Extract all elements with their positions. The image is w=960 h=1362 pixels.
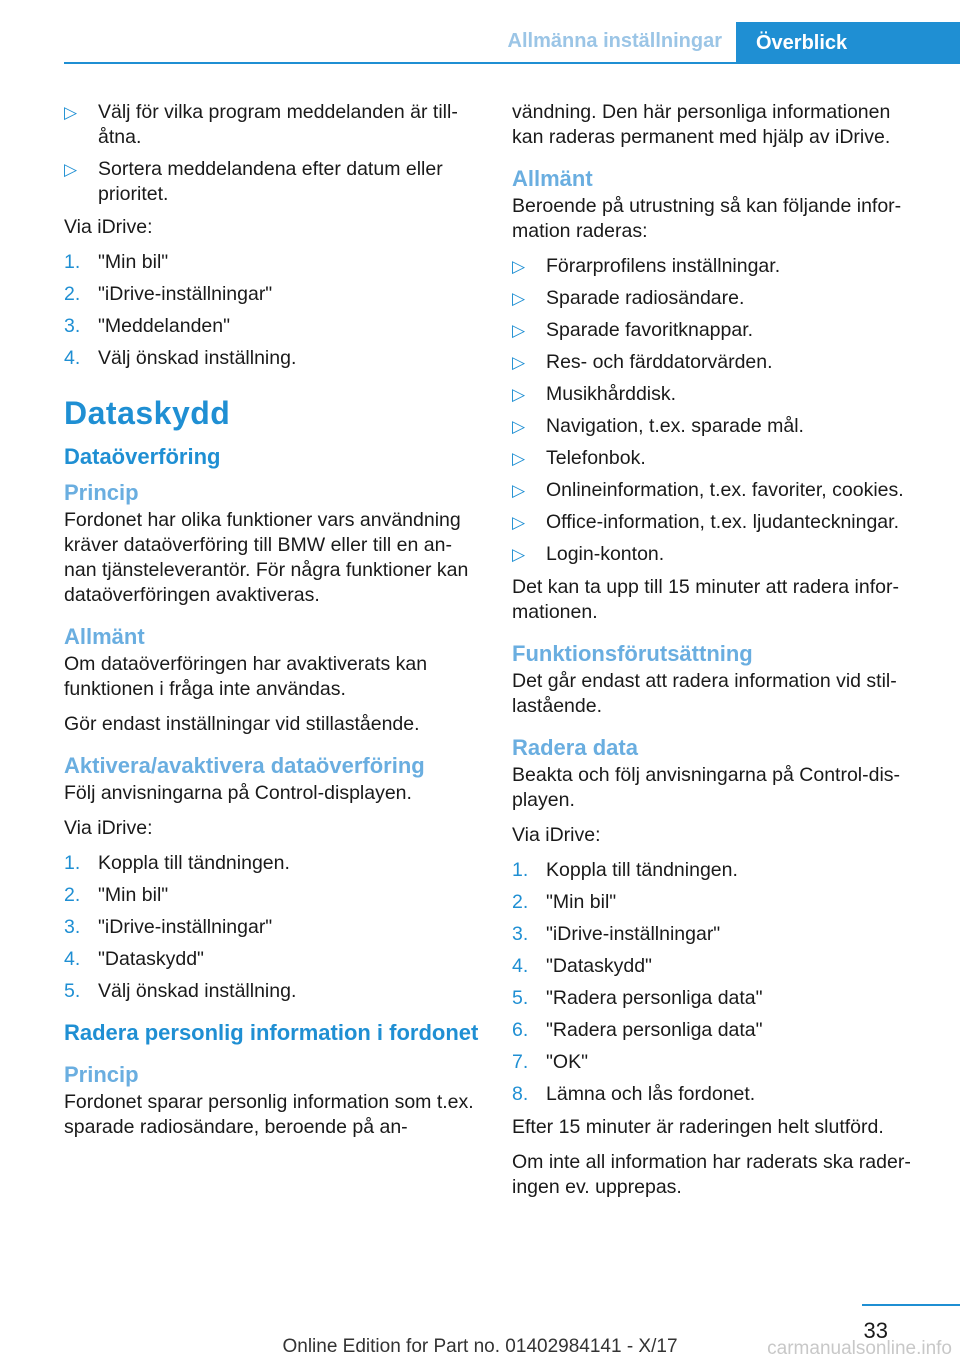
paragraph: Följ anvisningarna på Control-displayen.	[64, 782, 412, 804]
via-idrive-label: Via iDrive:	[64, 216, 153, 238]
paragraph: vändning. Den här personliga informationen kan raderas permanent med hjälp av iDrive.	[512, 101, 891, 148]
step-item: 1. Koppla till tändningen.	[512, 859, 738, 881]
triangle-bullet-icon: ▷	[512, 513, 526, 532]
list-item: ▷ Välj för vilka program meddelanden är till-åtna.	[64, 101, 458, 148]
paragraph: Om dataöverföringen har avaktiverats kan funktionen i fråga inte användas.	[64, 653, 428, 700]
header-section-title: Allmänna inställningar	[507, 30, 722, 52]
step-item: 3. "iDrive-inställningar"	[512, 923, 721, 945]
paragraph: Efter 15 minuter är raderingen helt slutförd.	[512, 1116, 884, 1138]
step-item: 3. "iDrive-inställningar"	[64, 916, 273, 938]
steps-list	[512, 858, 917, 1107]
list-item: ▷ Sparade favoritknappar.	[512, 319, 754, 341]
triangle-bullet-icon: ▷	[512, 385, 526, 404]
subheading-allmant: Allmänt	[512, 166, 593, 191]
triangle-bullet-icon: ▷	[512, 481, 526, 500]
subheading-aktivera: Aktivera/avaktivera dataöverföring	[64, 753, 425, 778]
header-tab-overview: Överblick	[736, 22, 960, 64]
list-item: ▷ Förarprofilens inställningar.	[512, 255, 781, 277]
list-item: ▷ Sparade radiosändare.	[512, 287, 745, 309]
steps-list	[64, 851, 479, 1004]
step-item: 4. "Dataskydd"	[512, 955, 652, 977]
subheading-princip: Princip	[64, 480, 139, 505]
list-item: ▷ Office-information, t.ex. ljudanteckningar.	[512, 511, 899, 533]
step-item: 7. "OK"	[512, 1051, 589, 1073]
footer-rule	[862, 1304, 960, 1306]
triangle-bullet-icon: ▷	[512, 257, 526, 276]
bullet-list	[512, 254, 917, 567]
list-item: ▷ Telefonbok.	[512, 447, 646, 469]
via-idrive-label: Via iDrive:	[64, 817, 153, 839]
step-item: 3. "Meddelanden"	[64, 315, 231, 337]
bullet-list	[64, 100, 479, 207]
steps-list	[64, 250, 479, 371]
paragraph: Gör endast inställningar vid stillastående.	[64, 713, 420, 735]
triangle-bullet-icon: ▷	[64, 160, 78, 179]
step-item: 4. "Dataskydd"	[64, 948, 204, 970]
step-item: 5. "Radera personliga data"	[512, 987, 763, 1009]
right-column	[512, 100, 917, 1210]
triangle-bullet-icon: ▷	[512, 321, 526, 340]
subheading-princip: Princip	[64, 1062, 139, 1087]
paragraph: Fordonet sparar personlig information som t.ex. sparade radiosändare, beroende på an-	[64, 1091, 474, 1138]
list-item: ▷ Musikhårddisk.	[512, 383, 677, 405]
step-item: 2. "iDrive-inställningar"	[64, 283, 273, 305]
paragraph: Beroende på utrustning så kan följande infor-mation raderas:	[512, 195, 902, 242]
step-item: 8. Lämna och lås fordonet.	[512, 1083, 756, 1105]
header-rule	[64, 62, 960, 64]
page-number: 33	[863, 1318, 888, 1343]
triangle-bullet-icon: ▷	[512, 545, 526, 564]
triangle-bullet-icon: ▷	[512, 449, 526, 468]
triangle-bullet-icon: ▷	[512, 353, 526, 372]
paragraph: Fordonet har olika funktioner vars användning kräver dataöverföring till BMW eller till en an-nan tjänsteleverantör. För några funktioner kan dataöverföringen avaktiveras.	[64, 509, 469, 606]
list-item: ▷ Login-konton.	[512, 543, 665, 565]
step-item: 5. Välj önskad inställning.	[64, 980, 297, 1002]
triangle-bullet-icon: ▷	[64, 103, 78, 122]
paragraph: Om inte all information har raderats ska rader-ingen ev. upprepas.	[512, 1151, 911, 1198]
paragraph: Det kan ta upp till 15 minuter att radera infor-mationen.	[512, 576, 899, 623]
triangle-bullet-icon: ▷	[512, 289, 526, 308]
step-item: 1. "Min bil"	[64, 251, 169, 273]
subheading-funktionsforutsattning: Funktionsförutsättning	[512, 641, 753, 666]
list-item: ▷ Sortera meddelandena efter datum eller prioritet.	[64, 158, 443, 205]
paragraph: Det går endast att radera information vid stil-lastående.	[512, 670, 897, 717]
step-item: 6. "Radera personliga data"	[512, 1019, 763, 1041]
via-idrive-label: Via iDrive:	[512, 824, 601, 846]
step-item: 4. Välj önskad inställning.	[64, 347, 297, 369]
subheading-radera-data: Radera data	[512, 735, 638, 760]
triangle-bullet-icon: ▷	[512, 417, 526, 436]
subheading-allmant: Allmänt	[64, 624, 145, 649]
list-item: ▷ Navigation, t.ex. sparade mål.	[512, 415, 804, 437]
step-item: 1. Koppla till tändningen.	[64, 852, 290, 874]
list-item: ▷ Res- och färddatorvärden.	[512, 351, 773, 373]
watermark: carmanualsonline.info	[767, 1338, 952, 1359]
section-heading-dataskydd: Dataskydd	[64, 395, 231, 431]
heading-radera-personlig-information: Radera personlig information i fordonet	[64, 1020, 479, 1045]
heading-dataoverforing: Dataöverföring	[64, 444, 221, 469]
paragraph: Beakta och följ anvisningarna på Control-dis-playen.	[512, 764, 901, 811]
step-item: 2. "Min bil"	[512, 891, 617, 913]
step-item: 2. "Min bil"	[64, 884, 169, 906]
left-column	[64, 100, 479, 1150]
list-item: ▷ Onlineinformation, t.ex. favoriter, cookies.	[512, 479, 904, 501]
footer-edition: Online Edition for Part no. 01402984141 - X/17	[282, 1336, 678, 1357]
